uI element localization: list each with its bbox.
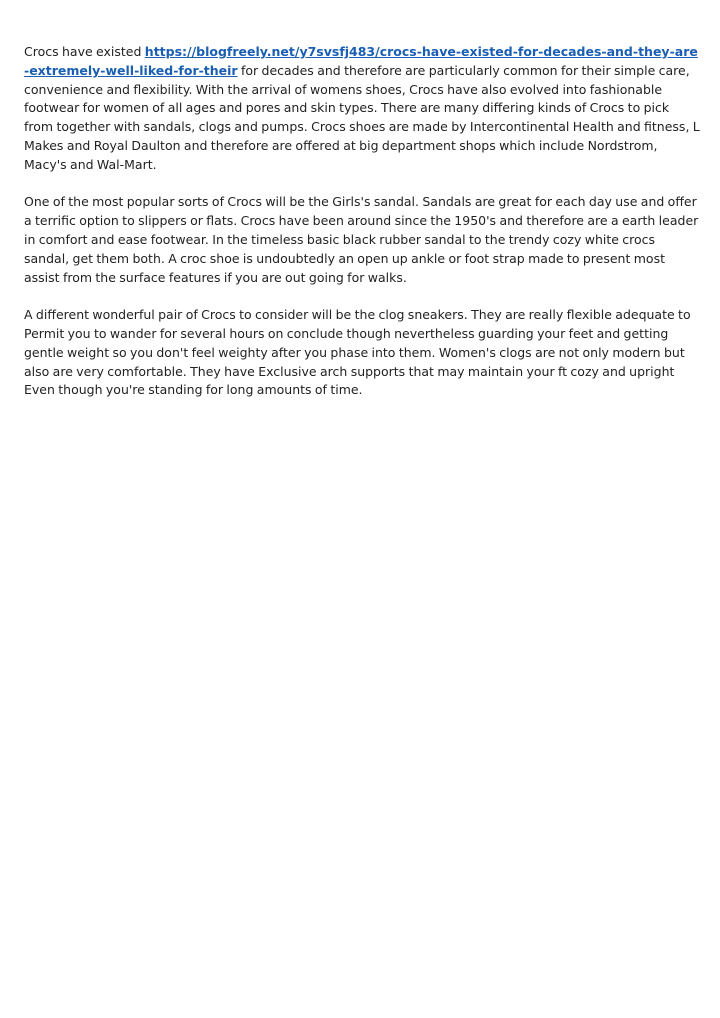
article-link[interactable]: https://blogfreely.net/y7svsfj483/crocs-have-existed-for-decades-and-they-are-extremely-well-liked-for-their	[24, 44, 698, 78]
paragraph-1	[24, 43, 700, 175]
paragraph-3: A different wonderful pair of Crocs to consider will be the clog sneakers. They are really flexible adequate to Permit you to wander for several hours on conclude though nevertheless guarding your feet and getting gentle weight so you don't feel weighty after you phase into them. Women's clogs are not only modern but also are very comfortable. They have Exclusive arch supports that may maintain your ft cozy and upright Even though you're standing for long amounts of time.	[24, 307, 691, 398]
document-page	[24, 43, 700, 419]
paragraph-2: One of the most popular sorts of Crocs will be the Girls's sandal. Sandals are great for each day use and offer a terrific option to slippers or flats. Crocs have been around since the 1950's and therefore are a earth leader in comfort and ease footwear. In the timeless basic black rubber sandal to the trendy cozy white crocs sandal, get them both. A croc shoe is undoubtedly an open up ankle or foot strap made to present most assist from the surface features if you are out going for walks.	[24, 194, 699, 285]
paragraph-1-intro: Crocs have existed	[24, 44, 145, 59]
paragraph-1-rest: for decades and therefore are particularly common for their simple care, convenience and flexibility. With the arrival of womens shoes, Crocs have also evolved into fashionable footwear for women of all ages and pores and skin types. There are many differing kinds of Crocs to pick from together with sandals, clogs and pumps. Crocs shoes are made by Intercontinental Health and fitness, L Makes and Royal Daulton and therefore are offered at big department shops which include Nordstrom, Macy's and Wal-Mart.	[24, 62, 700, 172]
